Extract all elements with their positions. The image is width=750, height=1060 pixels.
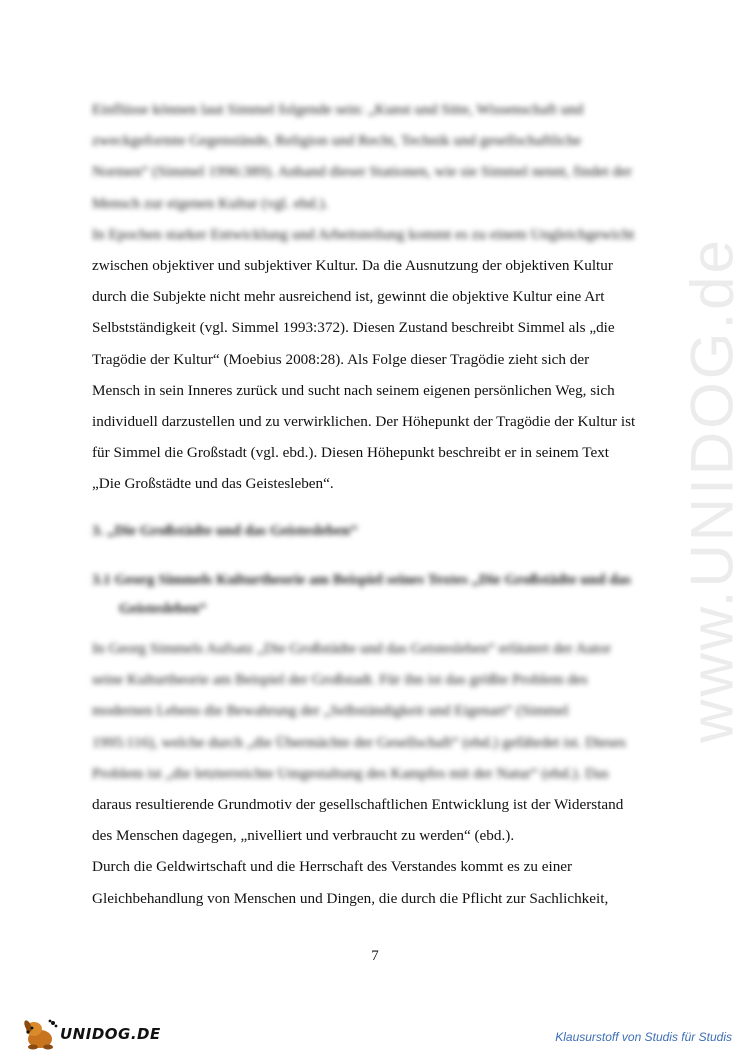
text-line: In Epochen starker Entwicklung und Arbeitsteilung kommt es zu einem Ungleichgewicht (92, 225, 635, 243)
text-line: Normen“ (Simmel 1996:389). Anhand dieser Stationen, wie sie Simmel nennt, findet der (92, 163, 632, 181)
text-line: seine Kulturtheorie am Beispiel der Großstadt. Für ihn ist das größte Problem des (92, 671, 588, 689)
heading-line: Geistesleben“ (119, 601, 207, 617)
blurred-paragraph-top (92, 94, 658, 250)
text-line: „Die Großstädte und das Geistesleben“. (92, 475, 334, 493)
section-heading-3: 3. „Die Großstädte und das Geistesleben“ (92, 523, 358, 539)
text-line: Mensch in sein Inneres zurück und sucht nach seinem eigenen persönlichen Weg, sich (92, 381, 615, 399)
footer-slogan: Klausurstoff von Studis für Studis (555, 1030, 732, 1044)
dog-icon (20, 1017, 58, 1051)
section-heading-3-1 (92, 566, 658, 624)
text-line: Gleichbehandlung von Menschen und Dingen, die durch die Pflicht zur Sachlichkeit, (92, 889, 609, 907)
text-line: Tragödie der Kultur“ (Moebius 2008:28). Als Folge dieser Tragödie zieht sich der (92, 350, 590, 368)
text-line: individuell darzustellen und zu verwirklichen. Der Höhepunkt der Tragödie der Kultur ist (92, 413, 636, 431)
text-line: des Menschen dagegen, „nivelliert und verbraucht zu werden“ (ebd.). (92, 827, 515, 845)
text-line: Durch die Geldwirtschaft und die Herrschaft des Verstandes kommt es zu einer (92, 858, 573, 876)
text-line: Selbstständigkeit (vgl. Simmel 1993:372). Diesen Zustand beschreibt Simmel als „die (92, 319, 615, 337)
text-line: durch die Subjekte nicht mehr ausreichend ist, gewinnt die objektive Kultur eine Art (92, 288, 605, 306)
text-line: für Simmel die Großstadt (vgl. ebd.). Diesen Höhepunkt beschreibt er in seinem Text (92, 444, 610, 462)
logo-text: UNIDOG.DE (60, 1025, 161, 1043)
text-line: zweckgeformte Gegenstände, Religion und Recht, Technik und gesellschaftliche (92, 132, 582, 150)
text-line: In Georg Simmels Aufsatz „Die Großstädte und das Geistesleben“ erläutert der Autor (92, 640, 611, 657)
page-number: 7 (371, 948, 379, 964)
unidog-logo[interactable] (20, 1017, 161, 1051)
body-paragraph-2 (92, 789, 658, 914)
blurred-paragraph-bottom (92, 633, 658, 789)
text-line: modernen Lebens die Bewahrung der „Selbständigkeit und Eigenart“ (Simmel (92, 702, 569, 720)
document-page: www.UNIDOG.de Einflüsse können laut Simmel folgende sein: „Kunst und Sitte, Wissenschaft und zweckgeformte Gegenstände, Religion und Recht, Technik und gesellschaftliche Normen“ (Simmel 1996:389). Anhand dieser Stationen, wie sie Simmel nennt, findet der Mensch zur eigenen Kultur (vgl. ebd.). In Epochen starker Entwicklung und Arbeitsteilung kommt es zu einem Ungleichgewicht zwischen objektiver und subjektiver Kultur. Da die Ausnutzung der objektiven Kultur durch die Subjekte nicht mehr ausreichend ist, gewinnt die objektive Kultur eine Art Selbstständigkeit (vgl. Simmel 1993:372). Diesen Zustand beschreibt Simmel als „die Tragödie der Kultur“ (Moebius 2008:28). Als Folge dieser Tragödie zieht sich der Mensch in sein Inneres zurück und sucht nach seinem eigenen persönlichen Weg, sich individuell darzustellen und zu verwirklichen. Der Höhepunkt der Tragödie der Kultur ist für Simmel die Großstadt (vgl. ebd.). Diesen Höhepunkt beschreibt er in seinem Text „Die Großstädte und das Geistesleben“. 3. „Die Großstädte und das Geistesleben“ 3.1 Georg Simmels Kulturtheorie am Beispiel seines Textes „Die Großstädte und das Geistesleben“ In Georg Simmels Aufsatz „Die Großstädte und das Geistesleben“ erläutert der Autor seine Kulturtheorie am Beispiel der Großstadt. Für ihn ist das größte Problem des modernen Lebens die Bewahrung der „Selbständigkeit und Eigenart“ (Simmel 1995:116), welche durch „die Übermächte der Gesellschaft“ (ebd.) gefährdet ist. Dieses Problem ist „die letzterreichte Umgestaltung des Kampfes mit der Natur“ (ebd.). Das daraus resultierende Grundmotiv der gesellschaftlichen Entwicklung ist der Widerstand des Menschen dagegen, „nivelliert und verbraucht zu werden“ (ebd.). Durch die Geldwirtschaft und die Herrschaft des Verstandes kommt es zu einer Gleichbehandlung von Menschen und Dingen, die durch die Pflicht zur Sachlichkeit, 7 UNIDOG.DE Klausurstoff von Studis für Studis (0, 0, 750, 1060)
text-line: zwischen objektiver und subjektiver Kultur. Da die Ausnutzung der objektiven Kultur (92, 257, 613, 274)
text-line: Einflüsse können laut Simmel folgende sein: „Kunst und Sitte, Wissenschaft und (92, 101, 584, 118)
text-line: daraus resultierende Grundmotiv der gesellschaftlichen Entwicklung ist der Widerstand (92, 796, 624, 813)
text-line: Mensch zur eigenen Kultur (vgl. ebd.). (92, 194, 329, 212)
text-line: Problem ist „die letzterreichte Umgestaltung des Kampfes mit der Natur“ (ebd.). Das (92, 764, 609, 782)
heading-line: 3.1 Georg Simmels Kulturtheorie am Beispiel seines Textes „Die Großstädte und das (92, 572, 631, 588)
text-line: 1995:116), welche durch „die Übermächte der Gesellschaft“ (ebd.) gefährdet ist. Dieses (92, 733, 626, 751)
body-paragraph-1 (92, 250, 658, 500)
